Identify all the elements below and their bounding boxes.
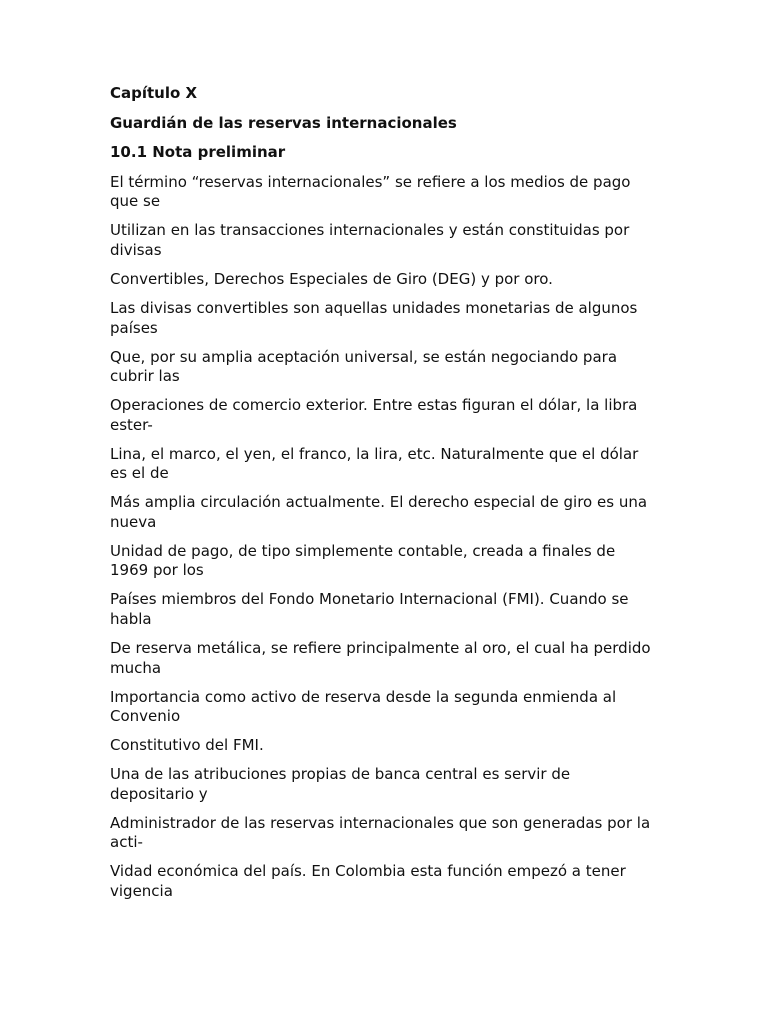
paragraph: Constitutivo del FMI. — [110, 736, 264, 755]
document-body — [110, 84, 658, 911]
paragraph: Convertibles, Derechos Especiales de Giro (DEG) y por oro. — [110, 269, 553, 288]
paragraph: Operaciones de comercio exterior. Entre estas figuran el dólar, la libra ester- — [110, 396, 638, 434]
paragraph: Importancia como activo de reserva desde la segunda enmienda al Convenio — [110, 687, 617, 726]
paragraph: Utilizan en las transacciones internacionales y están constituidas por divisas — [110, 221, 630, 259]
chapter-title: Guardián de las reservas internacionales — [110, 113, 457, 132]
paragraph: El término “reservas internacionales” se refiere a los medios de pago que se — [110, 172, 631, 211]
paragraph: Vidad económica del país. En Colombia esta función empezó a tener vigencia — [110, 862, 626, 900]
paragraph: Países miembros del Fondo Monetario Internacional (FMI). Cuando se habla — [110, 590, 629, 628]
paragraph: Una de las atribuciones propias de banca central es servir de depositario y — [110, 765, 571, 803]
paragraph: Administrador de las reservas internacionales que son generadas por la acti- — [110, 813, 651, 852]
paragraph: Más amplia circulación actualmente. El derecho especial de giro es una nueva — [110, 493, 648, 531]
chapter-heading: Capítulo X — [110, 84, 198, 102]
paragraph: Unidad de pago, de tipo simplemente contable, creada a finales de 1969 por los — [110, 541, 616, 580]
paragraph: De reserva metálica, se refiere principalmente al oro, el cual ha perdido mucha — [110, 638, 651, 677]
paragraph: Las divisas convertibles son aquellas unidades monetarias de algunos países — [110, 298, 638, 337]
paragraph: Que, por su amplia aceptación universal, se están negociando para cubrir las — [110, 347, 618, 386]
section-heading: 10.1 Nota preliminar — [110, 143, 286, 162]
paragraph: Lina, el marco, el yen, el franco, la lira, etc. Naturalmente que el dólar es el de — [110, 444, 639, 483]
